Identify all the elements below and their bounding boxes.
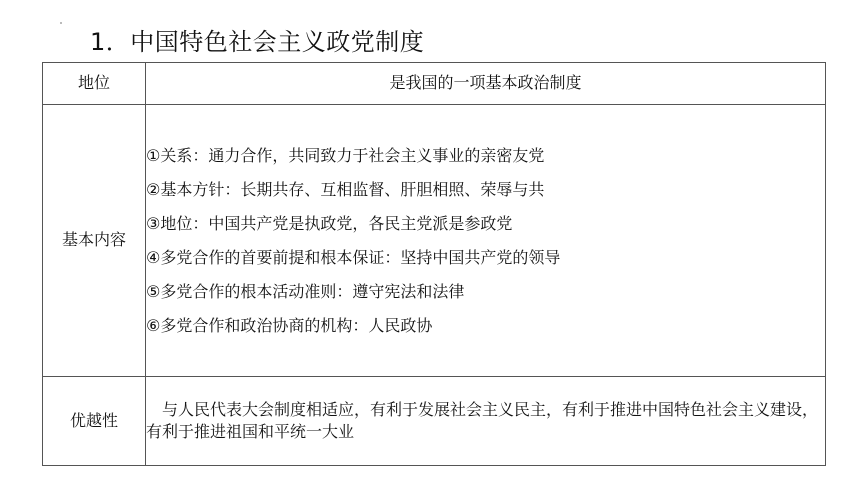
list-item: ④多党合作的首要前提和根本保证：坚持中国共产党的领导 — [146, 247, 561, 267]
page-title: 1．中国特色社会主义政党制度 — [90, 28, 425, 56]
row-label-status: 地位 — [43, 63, 146, 105]
status-content: 是我国的一项基本政治制度 — [146, 63, 826, 105]
basic-content-list — [146, 105, 826, 377]
table-row — [43, 377, 826, 466]
row-label-basic-content: 基本内容 — [43, 105, 146, 377]
slide-mark — [60, 22, 62, 24]
list-item: ②基本方针：长期共存、互相监督、肝胆相照、荣辱与共 — [146, 179, 545, 199]
content-table — [42, 62, 826, 466]
list-item: ⑥多党合作和政治协商的机构：人民政协 — [146, 315, 433, 335]
list-item: ⑤多党合作的根本活动准则：遵守宪法和法律 — [146, 281, 465, 301]
superiority-text: 与人民代表大会制度相适应，有利于发展社会主义民主，有利于推进中国特色社会主义建设，有利于推进祖国和平统一大业 — [146, 399, 819, 441]
table-row — [43, 105, 826, 377]
list-item: ③地位：中国共产党是执政党，各民主党派是参政党 — [146, 213, 513, 233]
list-item: ①关系：通力合作，共同致力于社会主义事业的亲密友党 — [146, 145, 545, 165]
superiority-content — [146, 377, 826, 466]
table-row — [43, 63, 826, 105]
row-label-superiority: 优越性 — [43, 377, 146, 466]
